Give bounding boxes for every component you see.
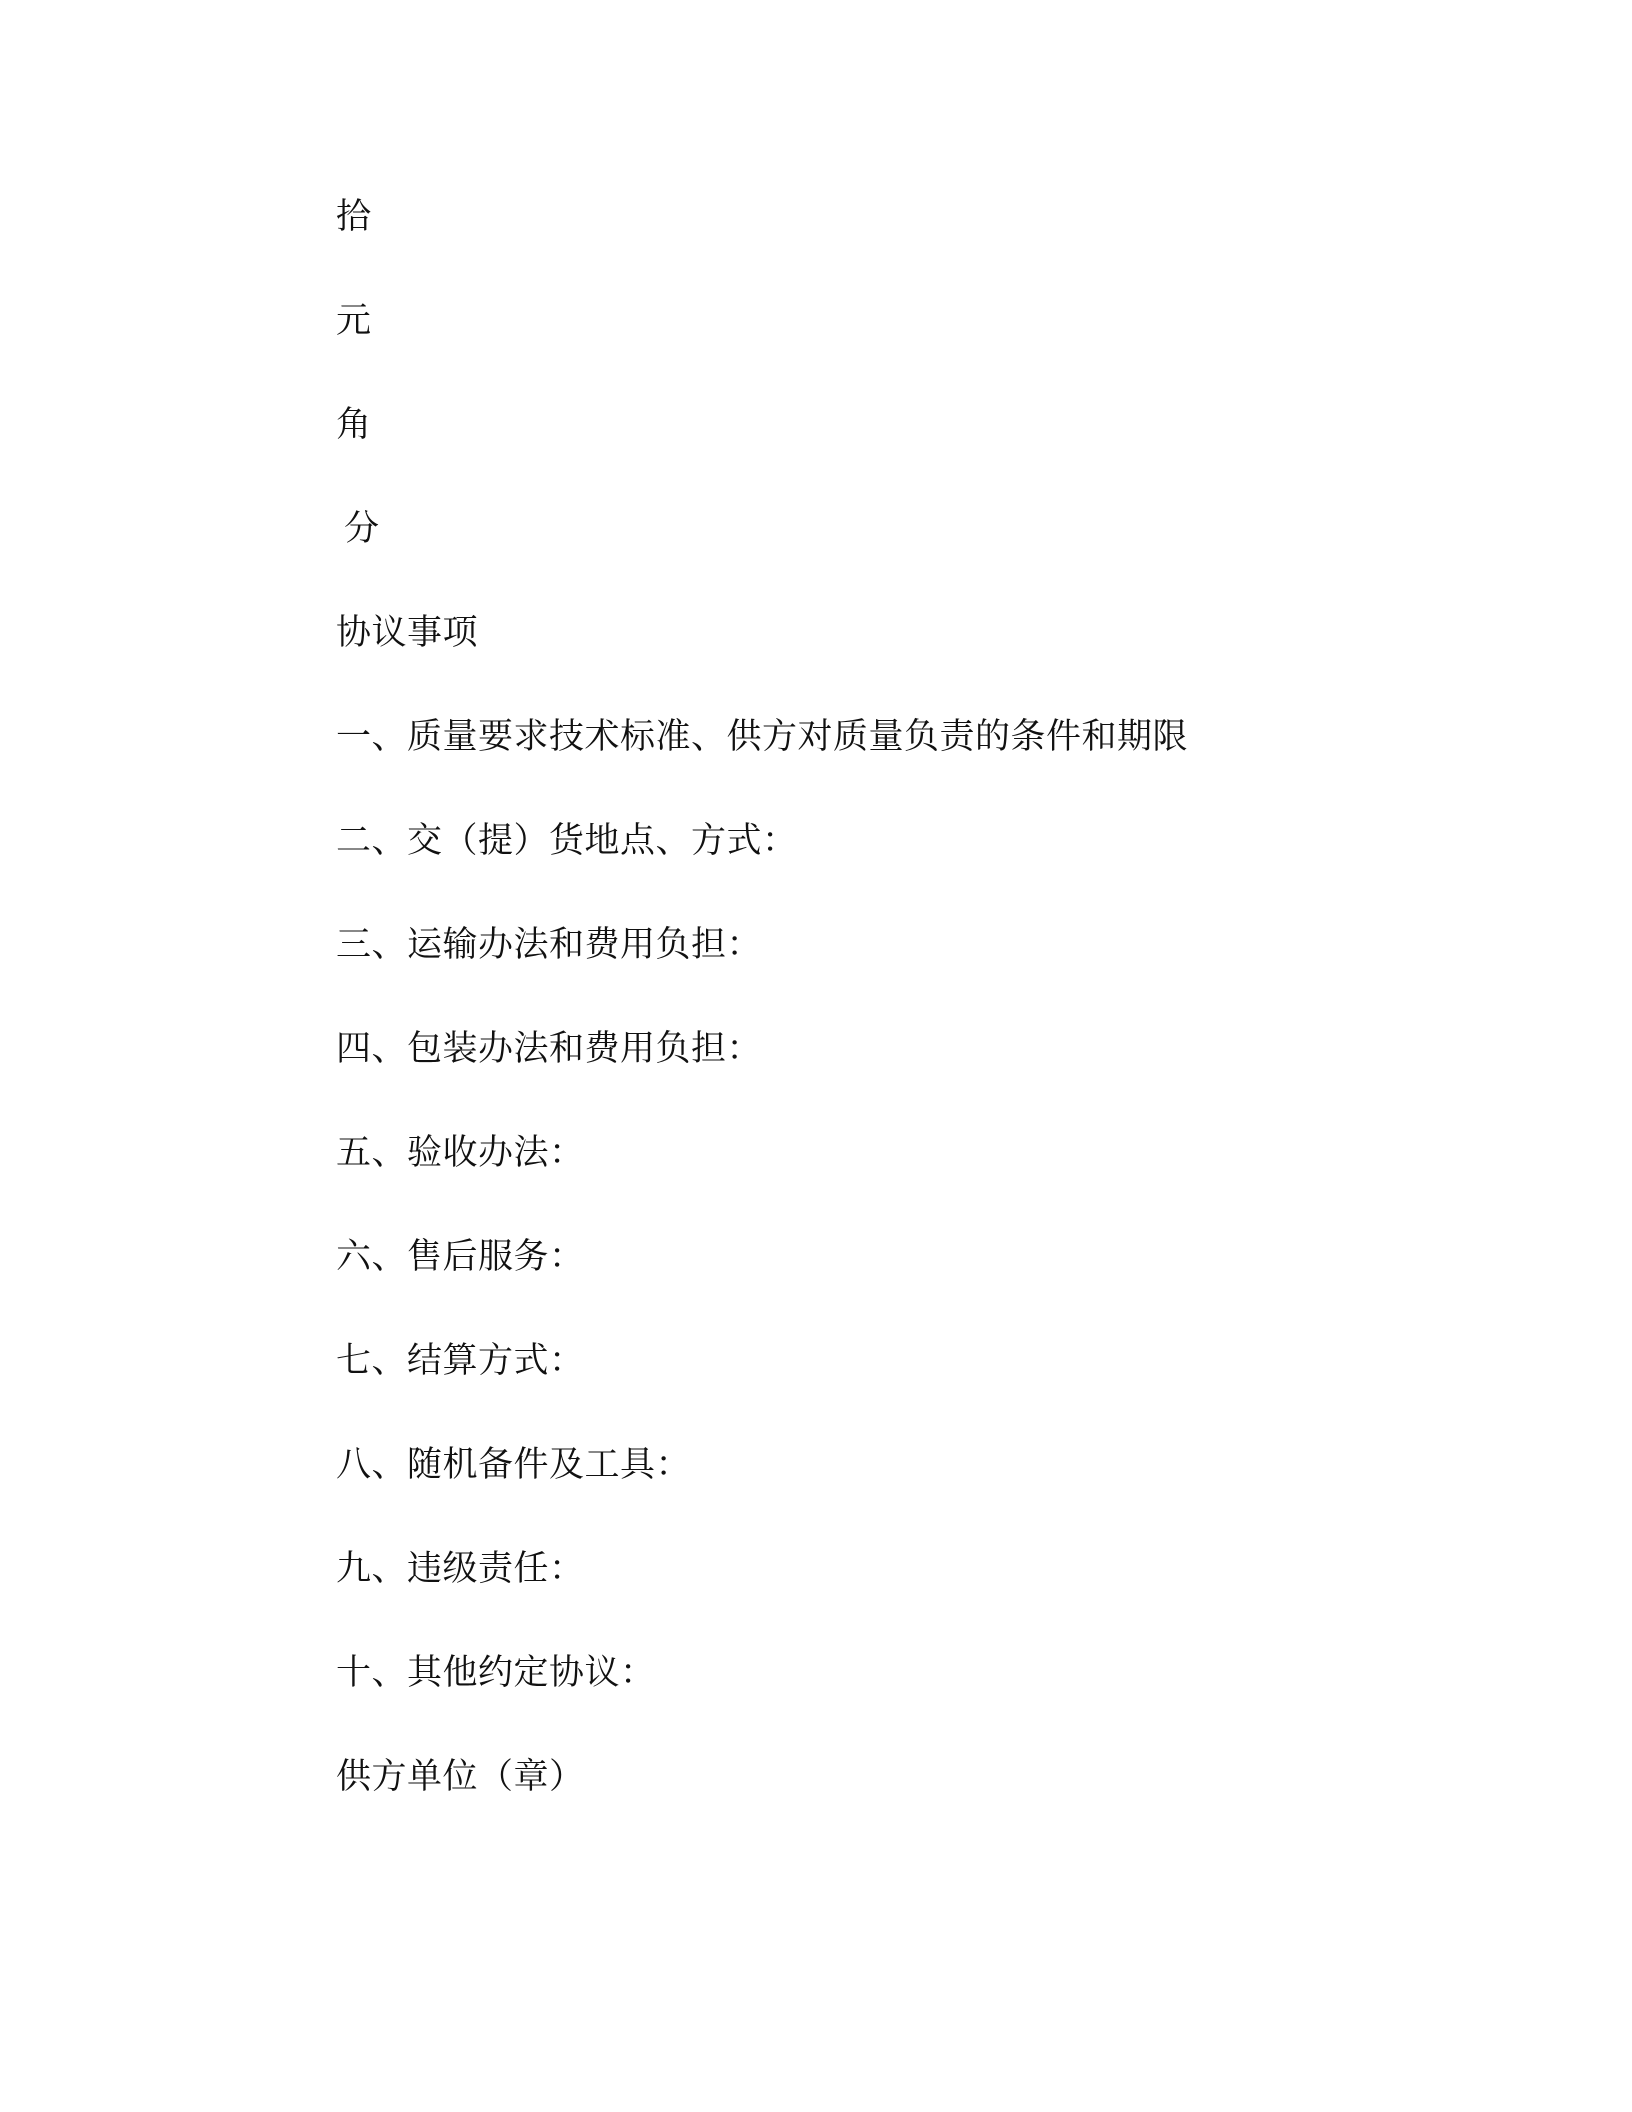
clause-8-spare-parts: 八、随机备件及工具： [336, 1445, 692, 1485]
clause-10-other: 十、其他约定协议： [336, 1653, 656, 1693]
clause-2-delivery: 二、交（提）货地点、方式： [336, 821, 798, 861]
amount-unit-shi: 拾 [336, 197, 372, 237]
clause-6-after-sales: 六、售后服务： [336, 1237, 585, 1277]
clause-7-settlement: 七、结算方式： [336, 1341, 585, 1381]
clause-1-quality: 一、质量要求技术标准、供方对质量负责的条件和期限 [336, 717, 1189, 757]
clause-3-transport: 三、运输办法和费用负担： [336, 925, 763, 965]
clause-5-acceptance: 五、验收办法： [336, 1133, 585, 1173]
clause-4-packaging: 四、包装办法和费用负担： [336, 1029, 763, 1069]
amount-unit-yuan: 元 [336, 301, 372, 341]
agreement-items-heading: 协议事项 [336, 613, 479, 653]
amount-unit-fen: 分 [344, 509, 380, 549]
supplier-unit-seal: 供方单位（章） [336, 1757, 585, 1797]
clause-9-liability: 九、违级责任： [336, 1549, 585, 1589]
amount-unit-jiao: 角 [336, 405, 372, 445]
document-body [336, 188, 1188, 1852]
